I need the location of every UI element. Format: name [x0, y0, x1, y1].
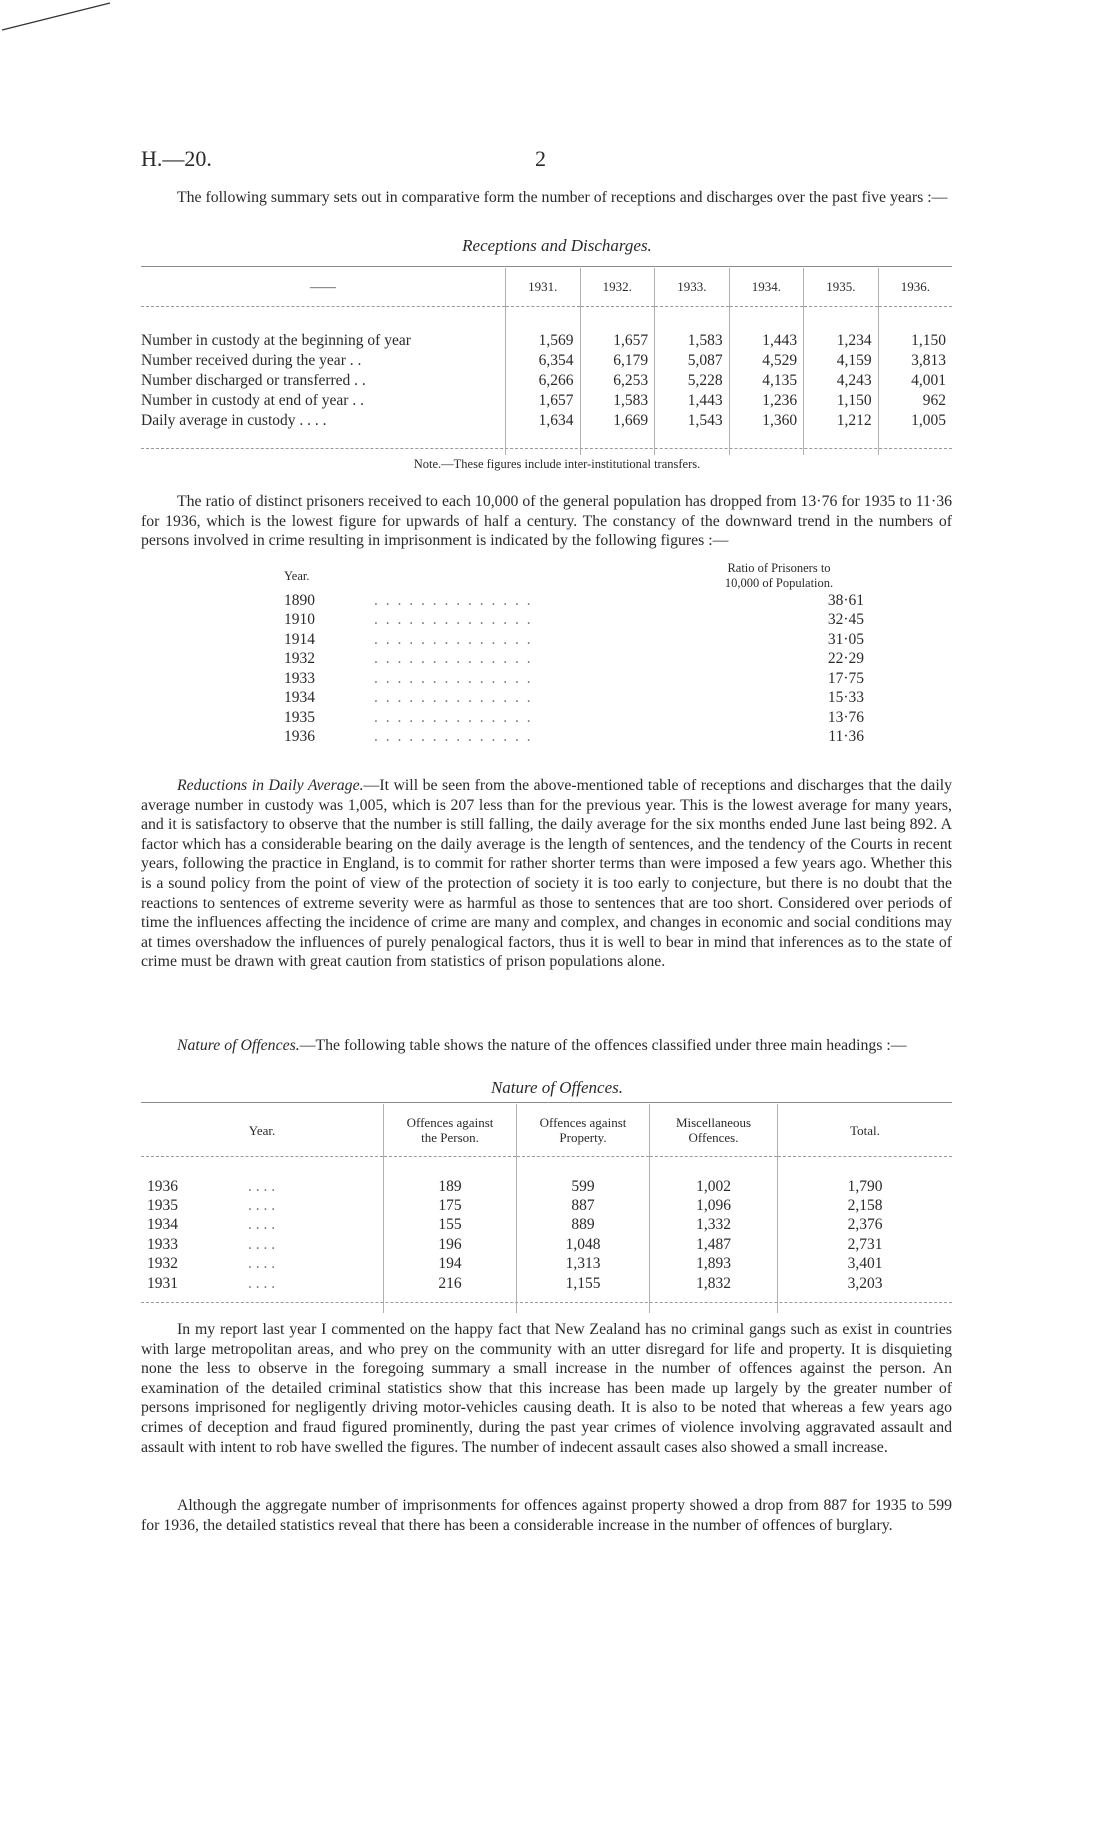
year-cell — [141, 1216, 384, 1235]
year-cell — [141, 1177, 384, 1196]
year-header: 1931. — [506, 268, 581, 307]
property-cell: 1,048 — [517, 1235, 650, 1254]
person-cell: 175 — [384, 1196, 517, 1215]
ratio-paragraph: The ratio of distinct prisoners received to each 10,000 of the general population has dropped from 13·76 for 1935 to 11·36 for 1936, which is the lowest figure for upwards of half a century. The constancy of the downward trend in the numbers of persons involved in crime resulting in imprisonment is indicated by the following figures :— — [141, 493, 952, 550]
reductions-paragraph — [141, 776, 952, 972]
cell: 962 — [878, 391, 952, 411]
ratio-year: 1932 — [284, 650, 315, 668]
total-cell: 1,790 — [778, 1177, 953, 1196]
table-row — [284, 591, 864, 611]
col-misc-line1: Miscellaneous — [675, 1115, 752, 1130]
cell: 4,001 — [878, 371, 952, 391]
ratio-year: 1910 — [284, 611, 315, 629]
table-row — [141, 391, 952, 411]
misc-cell: 1,096 — [650, 1196, 778, 1215]
cell: 1,150 — [878, 331, 952, 351]
cell: 1,150 — [804, 391, 879, 411]
table-row — [141, 1255, 952, 1274]
col-year-header: Year. — [248, 1122, 276, 1138]
table-row — [284, 650, 864, 670]
nature-heading: Nature of Offences. — [177, 1037, 300, 1054]
ratio-value: 38·61 — [827, 591, 864, 609]
cell: 1,634 — [506, 411, 581, 431]
person-cell: 194 — [384, 1255, 517, 1274]
row-label: Number in custody at the beginning of year — [141, 332, 411, 349]
row-label: Daily average in custody . . . . — [141, 412, 327, 429]
person-cell: 196 — [384, 1235, 517, 1254]
cell: 1,360 — [729, 411, 804, 431]
misc-cell: 1,487 — [650, 1235, 778, 1254]
nature-paragraph — [141, 1036, 952, 1056]
document-code: H.—20. — [141, 146, 212, 171]
table-top-rule — [141, 266, 952, 267]
cell: 4,135 — [729, 371, 804, 391]
col-person-line1: Offences against — [406, 1115, 494, 1130]
year-cell — [141, 1255, 384, 1274]
ratio-value: 15·33 — [827, 689, 864, 707]
cell: 4,159 — [804, 351, 879, 371]
table-header-row — [141, 268, 952, 307]
scan-stroke-mark — [0, 0, 120, 40]
property-cell: 1,313 — [517, 1255, 650, 1274]
total-cell: 3,401 — [778, 1255, 953, 1274]
misc-cell: 1,332 — [650, 1216, 778, 1235]
col-total-header: Total. — [778, 1104, 953, 1157]
year-header: 1935. — [804, 268, 879, 307]
cell: 1,236 — [729, 391, 804, 411]
row-label: Number in custody at end of year . . — [141, 392, 364, 409]
cell: 1,569 — [506, 331, 581, 351]
leader-dots: . . . . — [248, 1197, 276, 1215]
table-row — [284, 728, 864, 748]
leader-dots: . . . . . . . . . . . . . . — [374, 669, 533, 687]
table-note: Note.—These figures include inter-institutional transfers. — [413, 457, 701, 471]
cell: 6,266 — [506, 371, 581, 391]
total-cell: 2,376 — [778, 1216, 953, 1235]
gangs-paragraph: In my report last year I commented on the happy fact that New Zealand has no criminal gangs such as exist in countries with large metropolitan areas, and who prey on the community with an utter disregard for life and property. It is disquieting none the less to observe in the foregoing summary a small increase in the number of offences against the person. An examination of the detailed criminal statistics show that this increase has been made up largely by the greater number of persons imprisoned for negligently driving motor-vehicles causing death. It is also to be noted that whereas a few years ago crimes of deception and fraud figured prominently, during the past year crimes of violence involving aggravated assault and assault with intent to rob have swelled the figures. The number of indecent assault cases also showed a small increase. — [141, 1321, 952, 1456]
leader-dots: . . . . . . . . . . . . . . — [374, 630, 533, 648]
table-row — [284, 689, 864, 709]
cell: 5,228 — [655, 371, 730, 391]
cell: 1,543 — [655, 411, 730, 431]
property-cell: 887 — [517, 1196, 650, 1215]
ratio-value: 11·36 — [828, 728, 864, 746]
cell: 5,087 — [655, 351, 730, 371]
ratio-year: 1914 — [284, 630, 315, 648]
misc-cell: 1,832 — [650, 1274, 778, 1293]
ratio-year: 1934 — [284, 689, 315, 707]
year-value: 1933 — [147, 1235, 178, 1253]
year-cell — [141, 1196, 384, 1215]
cell: 1,443 — [729, 331, 804, 351]
ratio-year: 1935 — [284, 708, 315, 726]
nature-table-top-rule — [141, 1102, 952, 1103]
person-cell: 216 — [384, 1274, 517, 1293]
intro-paragraph: The following summary sets out in comparative form the number of receptions and discharges over the past five years :— — [177, 189, 948, 206]
cell: 6,354 — [506, 351, 581, 371]
table-row — [141, 351, 952, 371]
year-cell — [141, 1274, 384, 1293]
year-value: 1932 — [147, 1255, 178, 1273]
nature-text: —The following table shows the nature of the offences classified under three main headings :— — [299, 1037, 907, 1054]
leader-dots: . . . . — [248, 1274, 276, 1292]
row-label: Number received during the year . . — [141, 352, 362, 369]
cell: 1,212 — [804, 411, 879, 431]
leader-dots: . . . . — [248, 1216, 276, 1234]
ratio-value: 13·76 — [827, 708, 864, 726]
property-cell: 599 — [517, 1177, 650, 1196]
cell: 6,179 — [580, 351, 655, 371]
cell: 1,234 — [804, 331, 879, 351]
row-label: Number discharged or transferred . . — [141, 372, 366, 389]
ratio-value-header-line1: Ratio of Prisoners to — [727, 561, 831, 575]
ratio-value: 31·05 — [827, 630, 864, 648]
col-person-line2: the Person. — [421, 1130, 479, 1145]
year-value: 1936 — [147, 1177, 178, 1195]
property-cell: 1,155 — [517, 1274, 650, 1293]
year-header: 1933. — [655, 268, 730, 307]
cell: 1,657 — [580, 331, 655, 351]
table-bottom-rule — [141, 448, 952, 449]
receptions-table — [141, 268, 952, 455]
table-row — [284, 669, 864, 689]
cell: 1,583 — [580, 391, 655, 411]
ratio-value-header-line2: 10,000 of Population. — [724, 576, 834, 590]
misc-cell: 1,893 — [650, 1255, 778, 1274]
leader-dots: . . . . . . . . . . . . . . — [374, 591, 533, 609]
total-cell: 2,731 — [778, 1235, 953, 1254]
ratio-value: 22·29 — [827, 650, 864, 668]
ratio-table — [284, 561, 864, 747]
ratio-year: 1890 — [284, 591, 315, 609]
year-cell — [141, 1235, 384, 1254]
year-header: 1934. — [729, 268, 804, 307]
nature-table-bottom-rule — [141, 1302, 952, 1303]
total-cell: 2,158 — [778, 1196, 953, 1215]
page-number: 2 — [535, 146, 546, 171]
receptions-caption: Receptions and Discharges. — [462, 236, 652, 255]
leader-dots: . . . . . . . . . . . . . . — [374, 728, 533, 746]
ratio-year-header: Year. — [284, 568, 310, 583]
cell: 1,583 — [655, 331, 730, 351]
leader-dots: . . . . — [248, 1255, 276, 1273]
cell: 1,657 — [506, 391, 581, 411]
cell: 4,243 — [804, 371, 879, 391]
ratio-value-header — [694, 561, 864, 591]
total-cell: 3,203 — [778, 1274, 953, 1293]
table-row — [141, 1216, 952, 1235]
cell: 1,669 — [580, 411, 655, 431]
table-row — [141, 331, 952, 351]
leader-dots: . . . . . . . . . . . . . . — [374, 650, 533, 668]
col-property-line1: Offences against — [539, 1115, 627, 1130]
year-value: 1935 — [147, 1197, 178, 1215]
col-property-line2: Property. — [559, 1130, 607, 1145]
burglary-paragraph: Although the aggregate number of imprisonments for offences against property showed a drop from 887 for 1935 to 599 for 1936, the detailed statistics reveal that there has been a considerable increase in the number of offences of burglary. — [141, 1497, 952, 1534]
cell: 1,443 — [655, 391, 730, 411]
year-value: 1934 — [147, 1216, 178, 1234]
corner-cell: —— — [310, 279, 336, 294]
cell: 6,253 — [580, 371, 655, 391]
table-row — [284, 630, 864, 650]
col-property-header — [517, 1104, 650, 1157]
col-misc-line2: Offences. — [688, 1130, 739, 1145]
ratio-year: 1933 — [284, 669, 315, 687]
cell: 4,529 — [729, 351, 804, 371]
reductions-heading: Reductions in Daily Average. — [177, 777, 364, 794]
table-row — [141, 1177, 952, 1196]
nature-table — [141, 1104, 952, 1313]
leader-dots: . . . . . . . . . . . . . . — [374, 611, 533, 629]
table-row — [141, 1274, 952, 1293]
leader-dots: . . . . . . . . . . . . . . — [374, 689, 533, 707]
table-row — [141, 1235, 952, 1254]
table-row — [284, 708, 864, 728]
col-person-header — [384, 1104, 517, 1157]
leader-dots: . . . . . . . . . . . . . . — [374, 708, 533, 726]
table-header-row — [141, 1104, 952, 1157]
person-cell: 189 — [384, 1177, 517, 1196]
cell: 1,005 — [878, 411, 952, 431]
leader-dots: . . . . — [248, 1177, 276, 1195]
ratio-value: 32·45 — [827, 611, 864, 629]
nature-caption: Nature of Offences. — [490, 1078, 624, 1097]
year-header: 1932. — [580, 268, 655, 307]
year-value: 1931 — [147, 1274, 178, 1292]
leader-dots: . . . . — [248, 1235, 276, 1253]
table-row — [141, 371, 952, 391]
ratio-value: 17·75 — [827, 669, 864, 687]
table-row — [141, 1196, 952, 1215]
person-cell: 155 — [384, 1216, 517, 1235]
col-misc-header — [650, 1104, 778, 1157]
year-header: 1936. — [878, 268, 952, 307]
table-row — [284, 611, 864, 631]
misc-cell: 1,002 — [650, 1177, 778, 1196]
reductions-text: —It will be seen from the above-mentioned table of receptions and discharges that the daily average number in custody was 1,005, which is 207 less than for the previous year. This is the lowest average for many years, and it is satisfactory to observe that the number is still falling, the daily average for the six months ended June last being 892. A factor which has a considerable bearing on the daily average is the length of sentences, and the tendency of the Courts in recent years, following the practice in England, is to commit for rather shorter terms than were imposed a few years ago. Whether this is a sound policy from the point of view of the protection of society it is too early to conjecture, but there is no doubt that the reactions to sentences of extreme severity were as harmful as those to sentences that are too short. Considered over periods of time the influences affecting the incidence of crime are many and complex, and changes in economic and social conditions may at times overshadow the influences of purely penalogical factors, thus it is well to bear in mind that inferences as to the state of crime must be drawn with great caution from statistics of prison populations alone. — [141, 777, 952, 971]
cell: 3,813 — [878, 351, 952, 371]
table-row — [141, 411, 952, 431]
property-cell: 889 — [517, 1216, 650, 1235]
ratio-year: 1936 — [284, 728, 315, 746]
